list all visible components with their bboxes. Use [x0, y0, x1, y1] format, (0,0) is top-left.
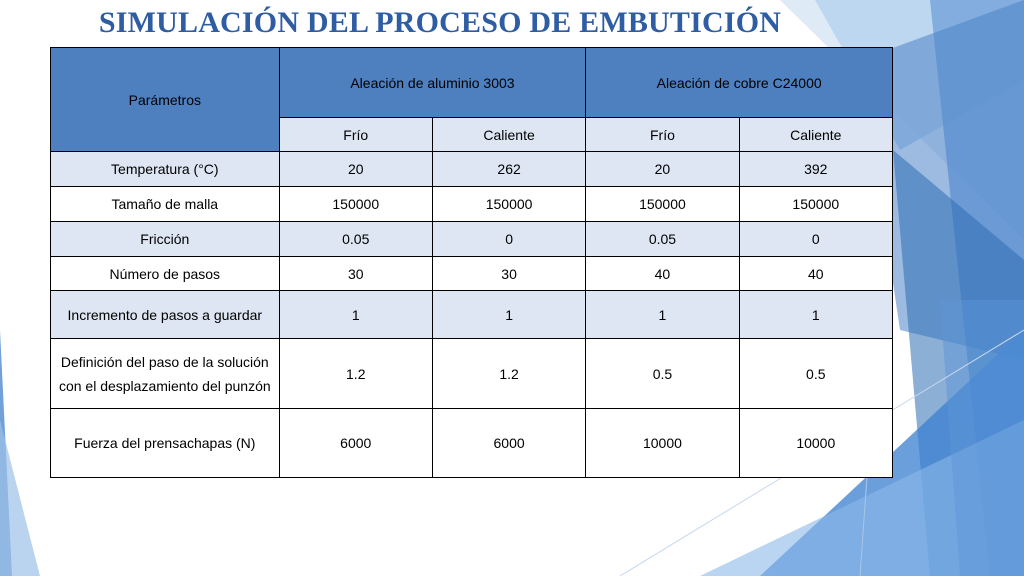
- row-label: Temperatura (°C): [51, 152, 280, 187]
- table-cell: 0.5: [739, 339, 892, 409]
- slide-title: SIMULACIÓN DEL PROCESO DE EMBUTICIÓN: [98, 6, 782, 39]
- subheader-cold-copper: Frío: [586, 118, 739, 152]
- table-cell: 10000: [739, 409, 892, 478]
- table-cell: 150000: [739, 187, 892, 222]
- subheader-hot-aluminum: Caliente: [432, 118, 585, 152]
- table-cell: 6000: [432, 409, 585, 478]
- parameters-table: [50, 47, 893, 478]
- row-label: Fuerza del prensachapas (N): [51, 409, 280, 478]
- table-cell: 10000: [586, 409, 739, 478]
- table-cell: 0: [739, 222, 892, 257]
- row-label: Fricción: [51, 222, 280, 257]
- table-cell: 40: [586, 257, 739, 291]
- table-cell: 20: [586, 152, 739, 187]
- table-cell: 1: [279, 291, 432, 339]
- table-cell: 0.05: [586, 222, 739, 257]
- table-cell: 1.2: [432, 339, 585, 409]
- table-cell: 1: [432, 291, 585, 339]
- table-cell: 0: [432, 222, 585, 257]
- table-cell: 150000: [279, 187, 432, 222]
- table-row: [51, 257, 893, 291]
- table-cell: 392: [739, 152, 892, 187]
- table-row: [51, 409, 893, 478]
- row-label: Número de pasos: [51, 257, 280, 291]
- table-row: [51, 152, 893, 187]
- table-cell: 1.2: [279, 339, 432, 409]
- subheader-hot-copper: Caliente: [739, 118, 892, 152]
- corner-header: Parámetros: [51, 48, 280, 152]
- table-cell: 40: [739, 257, 892, 291]
- table-cell: 6000: [279, 409, 432, 478]
- row-label: Definición del paso de la solución con el desplazamiento del punzón: [51, 339, 280, 409]
- table-cell: 30: [279, 257, 432, 291]
- group-header-aluminum: Aleación de aluminio 3003: [279, 48, 586, 118]
- table-cell: 0.5: [586, 339, 739, 409]
- table-cell: 30: [432, 257, 585, 291]
- table-cell: 1: [739, 291, 892, 339]
- table-row: [51, 187, 893, 222]
- table-cell: 1: [586, 291, 739, 339]
- table-cell: 20: [279, 152, 432, 187]
- table-row: [51, 339, 893, 409]
- group-header-copper: Aleación de cobre C24000: [586, 48, 893, 118]
- table-cell: 150000: [432, 187, 585, 222]
- row-label: Tamaño de malla: [51, 187, 280, 222]
- table-cell: 150000: [586, 187, 739, 222]
- table-row: [51, 222, 893, 257]
- subheader-cold-aluminum: Frío: [279, 118, 432, 152]
- table-cell: 0.05: [279, 222, 432, 257]
- row-label: Incremento de pasos a guardar: [51, 291, 280, 339]
- table-row: [51, 291, 893, 339]
- table-cell: 262: [432, 152, 585, 187]
